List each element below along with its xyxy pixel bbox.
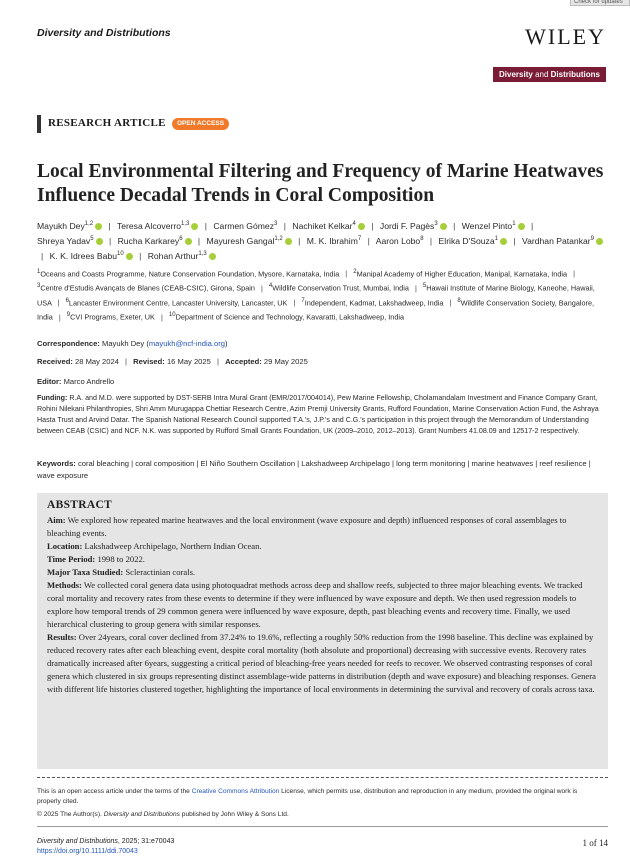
author-affiliation-sup: 1 — [512, 221, 516, 227]
article-type-bar — [37, 115, 41, 133]
affiliation-separator: | — [414, 283, 417, 293]
funding-label: Funding: — [37, 394, 68, 402]
author-name[interactable] — [117, 221, 198, 231]
received-label: Received: — [37, 357, 73, 366]
author-list — [37, 218, 603, 263]
publisher-logo: WILEY — [525, 24, 606, 49]
editor-name: Marco Andrello — [63, 377, 115, 386]
orcid-icon[interactable] — [285, 238, 292, 245]
license-pre: This is an open access article under the terms of the — [37, 788, 190, 795]
results-text: Over 24years, coral cover declined from 37.24% to 19.6%, reflecting a roughly 50% reduction from the 1998 baseline. This decline was explained by reduced recovery rates after each bleaching event, despite coral mortality (both absolute and proportional) decreasing with successive events. Recovery rates dramatically increased after 6years, suggesting a critical period of bleaching-free years needed for reefs to recover. We observed contrasting responses of coral genera which clustered in six groups representing distinct assemblage-wide patterns in distribution (depth and wave exposure) and bleaching responses. Genera with different life histories clustered together, highlighting the importance of local environments in determining the survival and recovery of corals across taxa. — [47, 632, 596, 694]
author-name-text: Jordi F. Pagès — [379, 220, 435, 231]
orcid-icon[interactable] — [95, 223, 102, 230]
author-affiliation-sup: 6 — [179, 235, 183, 242]
orcid-icon[interactable] — [209, 253, 216, 260]
affiliation-text: CVI Programs, Exeter, UK — [70, 312, 155, 322]
affiliation-sup: 5 — [422, 283, 427, 290]
author-affiliation-sup: 8 — [420, 235, 424, 242]
affiliation-separator: | — [449, 298, 452, 308]
author-separator: | — [41, 250, 44, 261]
author-name[interactable] — [439, 236, 507, 246]
abstract-methods — [47, 579, 600, 631]
section-divider — [37, 777, 608, 778]
affiliation-text: Centre d'Estudis Avançats de Blanes (CEAB-CSIC), Girona, Spain — [40, 283, 255, 293]
affiliation-sup: 4 — [268, 283, 273, 290]
page-number: 1 of 14 — [582, 838, 608, 848]
author-separator: | — [429, 235, 433, 246]
author-affiliation-sup: 5 — [90, 235, 94, 242]
dates: Received: 28 May 2024 | Revised: 16 May 2025 | Accepted: 29 May 2025 — [37, 357, 308, 366]
author-name-text: Nachiket Kelkar — [292, 220, 353, 231]
author-affiliation-sup: 1,3 — [198, 250, 207, 257]
aim-text: We explored how repeated marine heatwaves and the local environment (wave exposure and depth) influenced responses of coral assemblages to bleaching events. — [47, 515, 567, 538]
author-name-text: Mayuresh Gangal — [206, 235, 275, 246]
keywords-text: coral bleaching | coral composition | El Niño Southern Oscillation | Lakshadweep Archipelago | long term monitoring | marine heatwaves | reef resilience | wave exposure — [37, 459, 591, 480]
orcid-icon[interactable] — [185, 238, 192, 245]
correspondence-label: Correspondence: — [37, 339, 100, 348]
time-label: Time Period: — [47, 554, 96, 564]
abstract-time — [47, 553, 600, 566]
author-name[interactable] — [462, 221, 525, 231]
affiliation-sup: 7 — [301, 297, 305, 304]
copyright-pre: © 2025 The Author(s). — [37, 811, 102, 818]
correspondence-name: Mayukh Dey — [102, 339, 145, 348]
open-access-badge: OPEN ACCESS — [172, 118, 229, 130]
author-separator: | — [453, 220, 456, 231]
editor-label: Editor: — [37, 377, 62, 386]
author-name-text: Aaron Lobo — [375, 235, 421, 246]
author-name[interactable] — [207, 236, 292, 246]
methods-text: We collected coral genera data using photoquadrat methods across deep and shallow reefs, subjected to three major bleaching events. We tracked coral mortality and recovery rates from these events to determine if they were influenced by wave exposure and depth. We then used regression models to explore how temporal trends of 29 common genera were influenced by wave exposure, depth, past bleaching events and recovery time. Finally, we used hierarchical clustering to group genera with similar responses. — [47, 580, 583, 629]
journal-badge — [493, 67, 606, 82]
affiliation-separator: | — [260, 283, 263, 293]
abstract-results — [47, 631, 600, 696]
affiliation-sup: 9 — [66, 312, 71, 319]
keywords-label: Keywords: — [37, 459, 76, 468]
author-affiliation-sup: 4 — [352, 221, 356, 227]
affiliation-text: Wildlife Conservation Trust, Mumbai, India — [272, 283, 409, 293]
accepted-date: 29 May 2025 — [263, 357, 308, 366]
orcid-icon[interactable] — [126, 253, 133, 260]
crossmark-badge[interactable]: Check for updates — [570, 0, 630, 6]
author-separator: | — [283, 220, 286, 231]
affiliation-text: Department of Science and Technology, Kavaratti, Lakshadweep, India — [175, 312, 405, 322]
editor — [37, 376, 605, 388]
badge-part3: Distributions — [550, 70, 600, 79]
funding-text: R.A. and M.D. were supported by DST-SERB Intra Mural Grant (EMR/2017/004014), Pew Marine Fellowship, Cholamandalam Investment and Finance Company Grant, Rohini Nilekani Philanthropies, Shri Amm Murugappa Chettiar Research Centre, Azim Premji University Grants, Rufford Foundation, Marine Conservation Action Fund, the Ashraya Hasta Trust and Arvind Datar. The Spanish National Research Council supported T.A.'s, J.P.'s and C.G.'s participation in this project through the Memorandum of Understanding between CEAB (CSIC) and NCF. N.K. was supported by Rufford Small Grants Foundation, UK (2009–2010, 2012–2013). Grant Numbers 41.08.09 and 12517-2 respectively. — [37, 394, 599, 435]
badge-part2: and — [535, 70, 549, 79]
author-name-text: Elrika D'Souza — [438, 235, 495, 246]
affiliation-sup: 2 — [353, 269, 357, 275]
author-name[interactable] — [522, 236, 603, 246]
journal-header: Diversity and Distributions — [37, 27, 171, 39]
affiliation-separator: | — [57, 298, 60, 308]
affiliation-sup: 10 — [168, 312, 176, 319]
license-link[interactable]: Creative Commons Attribution — [191, 788, 280, 795]
affiliations — [37, 266, 605, 324]
license-post: License, which permits use, distribution and reproduction in any medium, provided the original work is properly cited. — [37, 788, 578, 805]
orcid-icon[interactable] — [358, 223, 365, 230]
author-separator: | — [371, 220, 374, 231]
author-separator: | — [204, 220, 207, 231]
author-name-text: Rohan Arthur — [147, 250, 199, 261]
article-type: RESEARCH ARTICLE — [48, 117, 166, 129]
author-name[interactable] — [118, 236, 192, 246]
author-name-text: Carmen Gómez — [213, 220, 274, 231]
author-name[interactable] — [292, 221, 365, 231]
orcid-icon[interactable] — [596, 238, 603, 245]
location-label: Location: — [47, 541, 83, 551]
author-name-text: Mayukh Dey — [37, 220, 85, 231]
article-title: Local Environmental Filtering and Frequency of Marine Heatwaves Influence Decadal Trends in Coral Composition — [37, 161, 604, 206]
author-name-text: Shreya Yadav — [37, 235, 91, 246]
doi-link[interactable]: https://doi.org/10.1111/ddi.70043 — [37, 848, 138, 855]
orcid-icon[interactable] — [500, 238, 507, 245]
author-name-text: Vardhan Patankar — [522, 235, 591, 246]
footer-rule — [37, 826, 608, 827]
taxa-label: Major Taxa Studied: — [47, 567, 124, 577]
affiliation-sup: 3 — [37, 283, 41, 290]
author-separator: | — [108, 220, 111, 231]
abstract-box — [37, 493, 608, 769]
author-name[interactable] — [307, 236, 361, 246]
citation-volume: , 2025; 31:e70043 — [117, 838, 175, 845]
correspondence-email[interactable]: mayukh@ncf-india.org — [148, 339, 225, 348]
author-name-text: Teresa Alcoverro — [116, 220, 181, 231]
affiliation-text: Lancaster Environment Centre, Lancaster University, Lancaster, UK — [68, 298, 288, 308]
affiliation-text: Oceans and Coasts Programme, Nature Conservation Foundation, Mysore, Karnataka, India — [40, 269, 340, 279]
affiliation-text: Independent, Kadmat, Lakshadweep, India — [304, 298, 444, 308]
citation-journal: Diversity and Distributions — [37, 838, 118, 845]
author-name[interactable] — [213, 221, 277, 231]
author-name-text: Wenzel Pinto — [461, 220, 513, 231]
author-separator: | — [513, 235, 516, 246]
methods-label: Methods: — [47, 580, 82, 590]
abstract-taxa — [47, 566, 600, 579]
author-separator: | — [530, 220, 534, 231]
affiliation-separator: | — [573, 269, 576, 279]
affiliation-separator: | — [345, 269, 348, 279]
abstract-heading: ABSTRACT — [47, 499, 113, 511]
abstract-location — [47, 540, 600, 553]
orcid-icon[interactable] — [191, 223, 198, 230]
author-affiliation-sup: 1,2 — [84, 221, 94, 227]
correspondence: Correspondence: Mayukh Dey (mayukh@ncf-india.org) — [37, 339, 228, 348]
location-text: Lakshadweep Archipelago, Northern Indian Ocean. — [84, 541, 262, 551]
author-name[interactable] — [148, 251, 216, 261]
copyright-journal: Diversity and Distributions — [103, 811, 180, 818]
author-separator: | — [108, 235, 112, 246]
taxa-text: Scleractinian corals. — [125, 567, 196, 577]
copyright-post: published by John Wiley & Sons Ltd. — [181, 811, 289, 818]
author-affiliation-sup: 9 — [590, 235, 594, 242]
affiliation-text: Manipal Academy of Higher Education, Manipal, Karnataka, India — [356, 269, 568, 279]
author-separator: | — [139, 250, 142, 261]
author-name[interactable] — [380, 221, 447, 231]
author-name-text: Rucha Karkarey — [117, 235, 180, 246]
author-name[interactable] — [37, 221, 102, 231]
author-separator: | — [367, 235, 370, 246]
funding — [37, 393, 605, 437]
author-separator: | — [197, 235, 201, 246]
author-affiliation-sup: 7 — [357, 235, 362, 242]
affiliation-text: Hawaii Institute of Marine Biology, Kaneohe, Hawaii, USA — [37, 283, 595, 308]
affiliation-sup: 1 — [37, 269, 41, 275]
abstract-aim — [47, 514, 600, 540]
accepted-label: Accepted: — [225, 357, 262, 366]
affiliation-sup: 6 — [65, 297, 69, 304]
time-text: 1998 to 2022. — [97, 554, 145, 564]
author-name[interactable] — [376, 236, 424, 246]
author-affiliation-sup: 1,3 — [180, 221, 190, 227]
license-statement — [37, 787, 597, 807]
revised-label: Revised: — [133, 357, 165, 366]
aim-label: Aim: — [47, 515, 66, 525]
copyright — [37, 811, 597, 818]
affiliation-separator: | — [293, 298, 296, 308]
affiliation-sup: 8 — [457, 297, 461, 304]
affiliation-separator: | — [160, 312, 163, 322]
keywords — [37, 458, 605, 481]
received-date: 28 May 2024 — [75, 357, 119, 366]
affiliation-separator: | — [58, 312, 61, 322]
orcid-icon[interactable] — [96, 238, 103, 245]
author-name[interactable] — [37, 236, 103, 246]
author-affiliation-sup: 1 — [494, 235, 498, 242]
author-affiliation-sup: 3 — [434, 221, 438, 227]
author-affiliation-sup: 3 — [274, 221, 278, 227]
author-affiliation-sup: 1,2 — [274, 235, 283, 242]
citation — [37, 837, 174, 857]
author-affiliation-sup: 10 — [116, 250, 124, 257]
results-label: Results: — [47, 632, 77, 642]
author-name-text: K. K. Idrees Babu — [49, 250, 117, 261]
badge-part1: Diversity — [499, 70, 533, 79]
orcid-icon[interactable] — [518, 223, 525, 230]
author-name[interactable] — [50, 251, 133, 261]
affiliation-text: Wildlife Conservation Society, Bangalore, India — [37, 298, 595, 322]
author-name-text: M. K. Ibrahim — [306, 235, 358, 246]
revised-date: 16 May 2025 — [166, 357, 211, 366]
author-separator: | — [298, 235, 301, 246]
orcid-icon[interactable] — [440, 223, 447, 230]
